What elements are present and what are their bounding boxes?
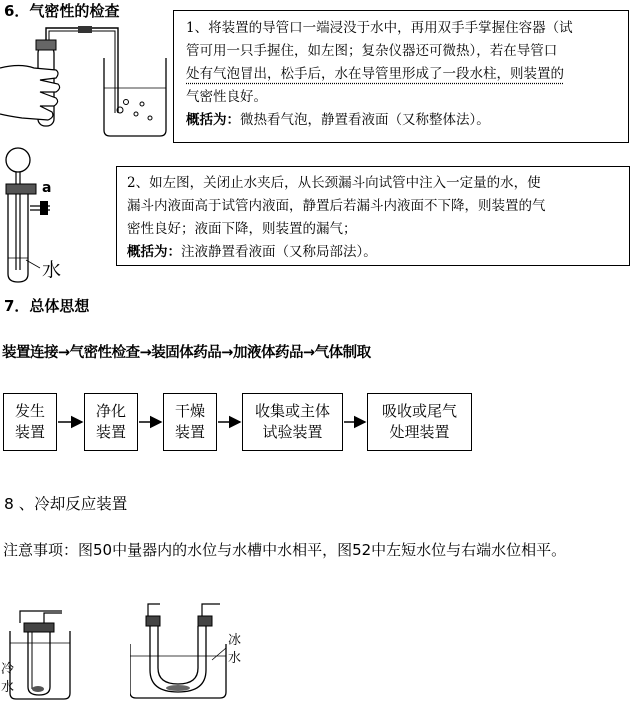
section-6-title: 6．气密性的检查 — [4, 2, 120, 20]
summary-text: 微热看气泡，静置看液面（又称整体法）。 — [240, 112, 490, 128]
flow-box-line: 处理装置 — [389, 423, 450, 441]
ice-water-label: 水 — [228, 651, 242, 666]
cold-water-cooling-figure — [0, 603, 90, 701]
caution-note: 注意事项：图50中量器内的水位与水槽中水相平，图52中左短水位与右端水位相平。 — [3, 541, 567, 559]
flow-box-line: 装置 — [95, 423, 126, 441]
ice-water-u-tube-figure — [130, 600, 260, 701]
water-label: 水 — [42, 259, 62, 281]
airtight-method-1-box — [173, 10, 629, 143]
section-8-title: 8 、冷却反应装置 — [4, 495, 128, 513]
box1-summary — [186, 109, 620, 132]
flow-box-line: 干燥 — [174, 402, 205, 420]
box2-line: 漏斗内液面高于试管内液面，静置后若漏斗内液面不下降，则装置的气 — [127, 198, 546, 214]
flow-box-line: 吸收或尾气 — [381, 402, 457, 420]
box2-line: 2、如左图，关闭止水夹后，从长颈漏斗向试管中注入一定量的水，使 — [127, 175, 541, 191]
flow-box-line: 装置 — [174, 423, 205, 441]
ice-water-label: 冰 — [228, 633, 242, 648]
box2-line: 密性良好；液面下降，则装置的漏气； — [127, 221, 357, 237]
flow-arrows — [0, 412, 480, 432]
hand-test-tube-figure — [0, 18, 172, 140]
flow-box-line: 装置 — [14, 423, 45, 441]
flow-box-line: 试验装置 — [262, 423, 323, 441]
box1-line: 1、将装置的导管口一端浸没于水中，再用双手手掌握住容器（试 — [186, 20, 573, 36]
cold-water-label: 水 — [1, 680, 15, 695]
valve-label-a: a — [42, 180, 52, 196]
summary-label: 概括为： — [186, 112, 240, 128]
flow-box-line: 发生 — [14, 402, 45, 420]
airtight-method-2-box — [116, 166, 630, 266]
section-7-title: 7．总体思想 — [4, 297, 90, 315]
summary-text: 注液静置看液面（又称局部法）。 — [181, 244, 377, 260]
summary-label: 概括为： — [127, 244, 181, 260]
flow-box-line: 净化 — [95, 402, 126, 420]
funnel-test-tube-figure — [0, 146, 112, 284]
box1-line: 管可用一只手握住，如左图；复杂仪器还可微热），若在导管口 — [186, 43, 558, 59]
flow-box-line: 收集或主体 — [254, 402, 330, 420]
procedure-flow-text: 装置连接→气密性检查→装固体药品→加液体药品→气体制取 — [2, 345, 371, 361]
cold-water-label: 冷 — [1, 662, 15, 677]
box2-summary — [127, 241, 621, 264]
box1-line: 气密性良好。 — [186, 89, 267, 105]
box1-line: 处有气泡冒出，松手后，水在导管里形成了一段水柱，则装置的 — [186, 66, 564, 82]
